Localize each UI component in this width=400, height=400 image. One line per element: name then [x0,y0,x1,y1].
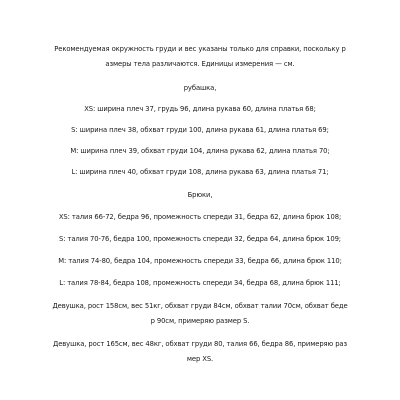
pants-row-m: M: талия 74-80, бедра 104, промежность спереди 33, бедра 66, длина брюк 110; [58,257,342,265]
shirt-row-s: S: ширина плеч 38, обхват груди 100, длина рукава 61, длина платья 69; [71,126,329,134]
shirt-row-m: M: ширина плеч 39, обхват груди 104, длина рукава 62, длина платья 70; [70,147,330,155]
model-2-line-2: мер XS. [186,355,214,363]
shirt-row-xs: XS: ширина плеч 37, грудь 96, длина рукава 60, длина платья 68; [84,105,316,113]
pants-row-xs: XS: талия 66-72, бедра 96, промежность спереди 31, бедра 62, длина брюк 108; [58,213,342,221]
shirt-row-l: L: ширина плеч 40, обхват груди 108, длина рукава 63, длина платья 71; [71,168,329,176]
model-2-line-1: Девушка, рост 165см, вес 48кг, обхват груди 80, талия 66, бедра 86, примеряю раз [52,340,348,348]
shirt-heading: рубашка, [183,84,217,92]
intro-line-1: Рекомендуемая окружность груди и вес указаны только для справки, поскольку р [54,45,346,53]
model-1-line-1: Девушка, рост 158см, вес 51кг, обхват груди 84см, обхват талии 70см, обхват беде [52,302,348,310]
pants-row-s: S: талия 70-76, бедра 100, промежность спереди 32, бедра 64, длина брюк 109; [59,235,341,243]
intro-line-2: азмеры тела различаются. Единицы измерения — см. [105,60,295,68]
pants-row-l: L: талия 78-84, бедра 108, промежность спереди 34, бедра 68, длина брюк 111; [59,279,341,287]
model-1-line-2: р 90см, примеряю размер S. [150,317,250,325]
pants-heading: Брюки, [187,191,213,199]
